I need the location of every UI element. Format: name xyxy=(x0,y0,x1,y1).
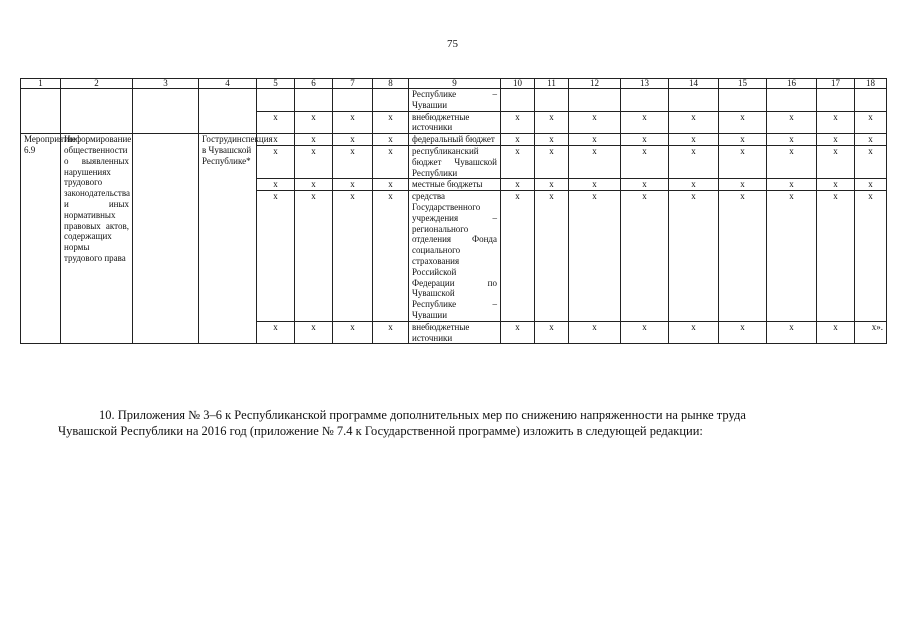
value-cell: х xyxy=(501,111,535,134)
value-cell: х xyxy=(257,179,295,191)
value-cell: х xyxy=(817,179,855,191)
value-cell: х xyxy=(669,191,719,322)
value-cell: х xyxy=(501,321,535,344)
value-cell: х xyxy=(535,134,569,146)
value-cell: х xyxy=(333,134,373,146)
value-cell: х xyxy=(373,191,409,322)
value-cell: х xyxy=(669,111,719,134)
value-cell: х xyxy=(257,145,295,178)
column-number: 11 xyxy=(535,79,569,89)
column-number: 16 xyxy=(767,79,817,89)
value-cell: х xyxy=(817,191,855,322)
value-cell: х xyxy=(535,111,569,134)
value-cell: х xyxy=(569,111,621,134)
value-cell: х xyxy=(333,145,373,178)
empty-cell xyxy=(501,89,535,112)
empty-cell xyxy=(719,89,767,112)
empty-cell xyxy=(817,89,855,112)
value-cell: х xyxy=(767,321,817,344)
column-number: 9 xyxy=(409,79,501,89)
value-cell: х xyxy=(621,145,669,178)
value-cell: х xyxy=(719,111,767,134)
value-cell: х xyxy=(855,179,887,191)
value-cell: х xyxy=(373,321,409,344)
value-cell: х xyxy=(817,134,855,146)
value-cell: х xyxy=(855,111,887,134)
column-number: 14 xyxy=(669,79,719,89)
column-number: 13 xyxy=(621,79,669,89)
column-number: 18 xyxy=(855,79,887,89)
value-cell: х xyxy=(767,179,817,191)
value-cell: х xyxy=(855,134,887,146)
empty-cell xyxy=(621,89,669,112)
page-number: 75 xyxy=(447,38,458,50)
funding-source: федеральный бюджет xyxy=(409,134,501,146)
funding-source: Республике – Чувашии xyxy=(409,89,501,112)
value-cell: х xyxy=(373,145,409,178)
value-cell: х xyxy=(719,321,767,344)
value-cell: х xyxy=(373,179,409,191)
measure-label: Мероприятие 6.9 xyxy=(21,134,61,344)
paragraph-line: 10. Приложения № 3–6 к Республиканской программе дополнительных мер по снижению напряженности на рынке труда xyxy=(99,408,746,422)
value-cell: х xyxy=(855,191,887,322)
value-cell: х xyxy=(669,134,719,146)
empty-cell xyxy=(767,89,817,112)
value-cell: х xyxy=(501,134,535,146)
value-cell: х xyxy=(719,145,767,178)
funding-source: республиканский бюджет Чувашской Республики xyxy=(409,145,501,178)
value-cell: х». xyxy=(855,321,887,344)
value-cell: х xyxy=(719,179,767,191)
column-number: 4 xyxy=(199,79,257,89)
column-number: 6 xyxy=(295,79,333,89)
value-cell: х xyxy=(621,134,669,146)
value-cell: х xyxy=(373,134,409,146)
empty-cell xyxy=(295,89,333,112)
empty-cell xyxy=(133,89,199,134)
value-cell: х xyxy=(501,191,535,322)
value-cell: х xyxy=(621,179,669,191)
empty-cell xyxy=(21,89,61,134)
column-number: 7 xyxy=(333,79,373,89)
funding-source: местные бюджеты xyxy=(409,179,501,191)
value-cell: х xyxy=(295,179,333,191)
value-cell: х xyxy=(817,111,855,134)
column-number: 1 xyxy=(21,79,61,89)
value-cell: х xyxy=(501,179,535,191)
value-cell: х xyxy=(817,145,855,178)
empty-cell xyxy=(133,134,199,344)
value-cell: х xyxy=(257,321,295,344)
funding-source: средства Государственного учреждения – регионального отделения Фонда социального страхования Российской Федерации по Чувашской Республике – Чувашии xyxy=(409,191,501,322)
column-number-row xyxy=(21,79,887,89)
value-cell: х xyxy=(855,145,887,178)
empty-cell xyxy=(333,89,373,112)
value-cell: х xyxy=(569,134,621,146)
value-cell: х xyxy=(817,321,855,344)
value-cell: х xyxy=(257,134,295,146)
value-cell: х xyxy=(719,191,767,322)
value-cell: х xyxy=(257,191,295,322)
column-number: 3 xyxy=(133,79,199,89)
funding-source: внебюджетные источники xyxy=(409,321,501,344)
amendment-paragraph xyxy=(60,407,860,439)
value-cell: х xyxy=(719,134,767,146)
column-number: 5 xyxy=(257,79,295,89)
value-cell: х xyxy=(257,111,295,134)
value-cell: х xyxy=(333,191,373,322)
value-cell: х xyxy=(621,111,669,134)
value-cell: х xyxy=(535,321,569,344)
column-number: 17 xyxy=(817,79,855,89)
value-cell: х xyxy=(333,111,373,134)
value-cell: х xyxy=(295,111,333,134)
table-row xyxy=(21,89,887,112)
column-number: 8 xyxy=(373,79,409,89)
program-table xyxy=(20,78,887,344)
value-cell: х xyxy=(669,179,719,191)
value-cell: х xyxy=(333,179,373,191)
funding-source: внебюджетные источники xyxy=(409,111,501,134)
value-cell: х xyxy=(501,145,535,178)
value-cell: х xyxy=(373,111,409,134)
column-number: 12 xyxy=(569,79,621,89)
empty-cell xyxy=(569,89,621,112)
value-cell: х xyxy=(767,134,817,146)
value-cell: х xyxy=(621,191,669,322)
value-cell: х xyxy=(669,321,719,344)
value-cell: х xyxy=(535,179,569,191)
value-cell: х xyxy=(333,321,373,344)
value-cell: х xyxy=(569,191,621,322)
empty-cell xyxy=(855,89,887,112)
empty-cell xyxy=(535,89,569,112)
value-cell: х xyxy=(535,191,569,322)
value-cell: х xyxy=(621,321,669,344)
value-cell: х xyxy=(535,145,569,178)
value-cell: х xyxy=(767,111,817,134)
column-number: 10 xyxy=(501,79,535,89)
column-number: 2 xyxy=(61,79,133,89)
value-cell: х xyxy=(295,321,333,344)
value-cell: х xyxy=(669,145,719,178)
value-cell: х xyxy=(569,179,621,191)
measure-executor: Гострудинспекция в Чувашской Республике* xyxy=(199,134,257,344)
value-cell: х xyxy=(569,321,621,344)
empty-cell xyxy=(61,89,133,134)
empty-cell xyxy=(257,89,295,112)
value-cell: х xyxy=(295,191,333,322)
value-cell: х xyxy=(295,134,333,146)
empty-cell xyxy=(669,89,719,112)
measure-name: Информирование общественности о выявленных нарушениях трудового законодательства и иных нормативных правовых актов, содержащих нормы трудового права xyxy=(61,134,133,344)
empty-cell xyxy=(373,89,409,112)
value-cell: х xyxy=(767,145,817,178)
empty-cell xyxy=(199,89,257,134)
value-cell: х xyxy=(569,145,621,178)
column-number: 15 xyxy=(719,79,767,89)
value-cell: х xyxy=(295,145,333,178)
value-cell: х xyxy=(767,191,817,322)
paragraph-line: Чувашской Республики на 2016 год (приложение № 7.4 к Государственной программе) изложить в следующей редакции: xyxy=(58,424,703,438)
table-row xyxy=(21,134,887,146)
